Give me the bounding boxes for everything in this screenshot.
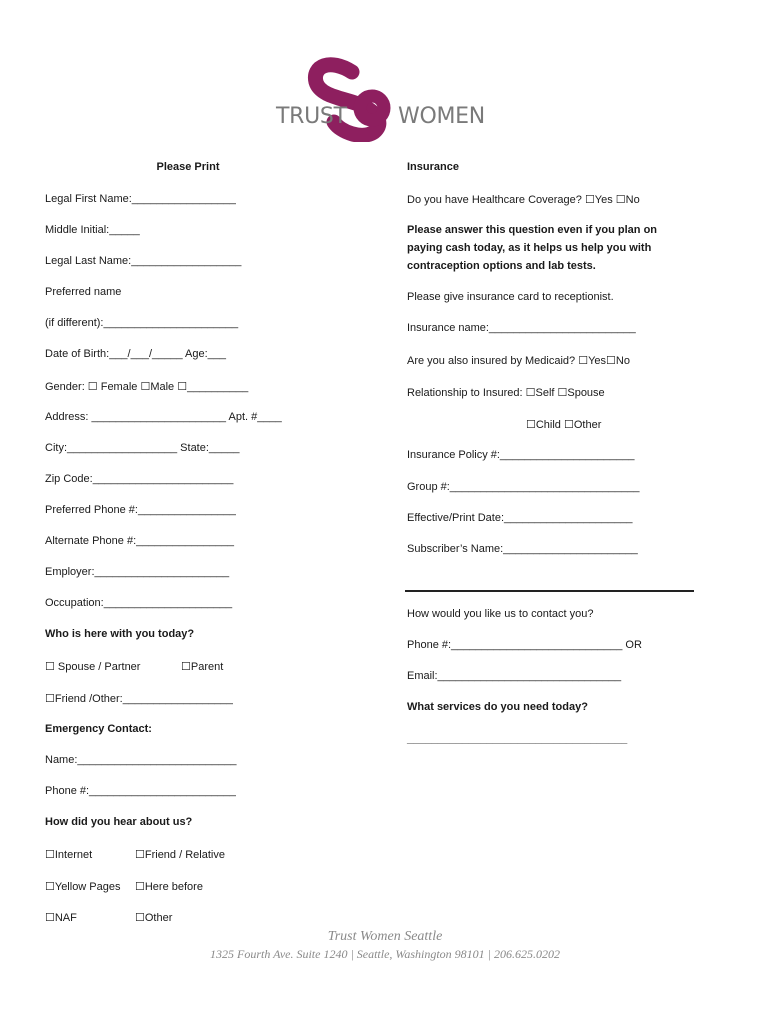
other-checkbox[interactable]: ☐Other — [135, 912, 173, 924]
insurance-heading: Insurance — [407, 161, 459, 173]
naf-checkbox[interactable]: ☐NAF — [45, 912, 77, 924]
address-field[interactable]: Address: ______________________ Apt. #____ — [45, 411, 282, 423]
logo-trust-word: TRUST — [276, 104, 347, 129]
date-of-birth-field[interactable]: Date of Birth:___/___/_____ Age:___ — [45, 348, 227, 360]
preferred-phone-field[interactable]: Preferred Phone #:________________ — [45, 504, 236, 516]
trust-women-logo — [270, 52, 500, 142]
relationship-to-insured[interactable]: Relationship to Insured: ☐Self ☐Spouse — [407, 387, 605, 399]
friend-relative-checkbox[interactable]: ☐Friend / Relative — [135, 849, 225, 861]
insurance-note-line-3: contraception options and lab tests. — [407, 260, 596, 272]
parent-checkbox[interactable]: ☐Parent — [181, 661, 224, 673]
contact-email-field[interactable]: Email:______________________________ — [407, 670, 622, 682]
insurance-note-line-1: Please answer this question even if you plan on — [407, 224, 658, 236]
preferred-name-field[interactable]: (if different):______________________ — [45, 317, 239, 329]
please-print-heading: Please Print — [156, 161, 220, 173]
emergency-contact-heading: Emergency Contact: — [45, 723, 152, 735]
internet-checkbox[interactable]: ☐Internet — [45, 849, 93, 861]
footer-title: Trust Women Seattle — [327, 929, 443, 944]
occupation-field[interactable]: Occupation:_____________________ — [45, 597, 233, 609]
here-before-checkbox[interactable]: ☐Here before — [135, 881, 203, 893]
give-card-instruction: Please give insurance card to receptionist. — [407, 291, 614, 303]
subscriber-name-field[interactable]: Subscriber’s Name:______________________ — [407, 543, 638, 555]
gender-options[interactable]: Gender: ☐ Female ☐Male ☐__________ — [45, 381, 249, 393]
contact-phone-field[interactable]: Phone #:____________________________ OR — [407, 639, 642, 651]
services-heading: What services do you need today? — [407, 701, 588, 713]
legal-last-name-field[interactable]: Legal Last Name:__________________ — [45, 255, 242, 267]
friend-other-checkbox[interactable]: ☐Friend /Other:__________________ — [45, 693, 233, 705]
spouse-partner-checkbox[interactable]: ☐ Spouse / Partner — [45, 661, 141, 673]
alternate-phone-field[interactable]: Alternate Phone #:________________ — [45, 535, 235, 547]
effective-date-field[interactable]: Effective/Print Date:_____________________ — [407, 512, 633, 524]
preferred-name-label: Preferred name — [45, 286, 122, 298]
footer-address: 1325 Fourth Ave. Suite 1240 | Seattle, Washington 98101 | 206.625.0202 — [210, 947, 560, 961]
yellow-pages-checkbox[interactable]: ☐Yellow Pages — [45, 881, 121, 893]
city-state-field[interactable]: City:__________________ State:_____ — [45, 442, 240, 454]
who-is-here-heading: Who is here with you today? — [45, 628, 195, 640]
employer-field[interactable]: Employer:______________________ — [45, 566, 230, 578]
how-did-you-hear-heading: How did you hear about us? — [45, 816, 193, 828]
child-other-options[interactable]: ☐Child ☐Other — [526, 419, 602, 431]
contact-preference-question: How would you like us to contact you? — [407, 608, 594, 620]
emergency-phone-field[interactable]: Phone #:________________________ — [45, 785, 236, 797]
group-number-field[interactable]: Group #:_______________________________ — [407, 481, 640, 493]
insurance-name-field[interactable]: Insurance name:________________________ — [407, 322, 636, 334]
legal-first-name-field[interactable]: Legal First Name:_________________ — [45, 193, 236, 205]
logo-women-word: WOMEN — [398, 104, 485, 129]
insurance-note-line-2: paying cash today, as it helps us help you with — [407, 242, 652, 254]
emergency-name-field[interactable]: Name:__________________________ — [45, 754, 237, 766]
services-field[interactable]: ____________________________________ — [407, 733, 628, 745]
section-divider — [405, 590, 694, 592]
insurance-policy-field[interactable]: Insurance Policy #:______________________ — [407, 449, 635, 461]
medicaid-question[interactable]: Are you also insured by Medicaid? ☐Yes☐No — [407, 355, 630, 367]
healthcare-coverage-question[interactable]: Do you have Healthcare Coverage? ☐Yes ☐No — [407, 194, 640, 206]
middle-initial-field[interactable]: Middle Initial:_____ — [45, 224, 140, 236]
zip-code-field[interactable]: Zip Code:_______________________ — [45, 473, 234, 485]
